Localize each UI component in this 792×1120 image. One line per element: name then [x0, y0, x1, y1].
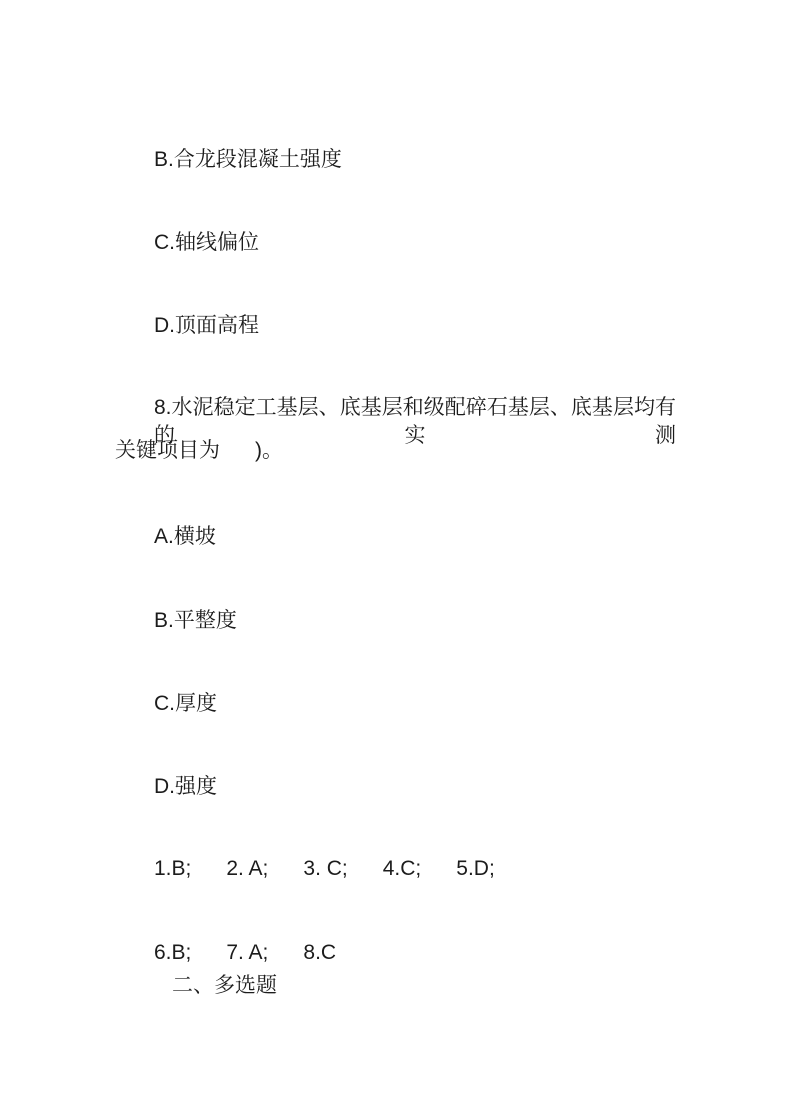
option-line-d-strength: D.强度 [154, 775, 217, 798]
option-line-d-top-elevation: D.顶面高程 [154, 314, 259, 337]
question-8-text-line-2: 关键项目为 )。 [115, 439, 283, 462]
option-line-c-thickness: C.厚度 [154, 692, 217, 715]
option-line-b-concrete-strength: B.合龙段混凝土强度 [154, 148, 342, 171]
answer-key-line-2: 6.B; 7. A; 8.C [154, 941, 337, 964]
option-line-a-cross-slope: A.横坡 [154, 525, 216, 548]
question-8-text-line-1: 8.水泥稳定工基层、底基层和级配碎石基层、底基层均有的实测 [154, 396, 676, 447]
answer-key-line-1: 1.B; 2. A; 3. C; 4.C; 5.D; [154, 857, 495, 880]
option-line-c-axis-deviation: C.轴线偏位 [154, 231, 259, 254]
option-line-b-smoothness: B.平整度 [154, 609, 237, 632]
section-heading-multiple-choice: 二、多选题 [172, 974, 277, 997]
